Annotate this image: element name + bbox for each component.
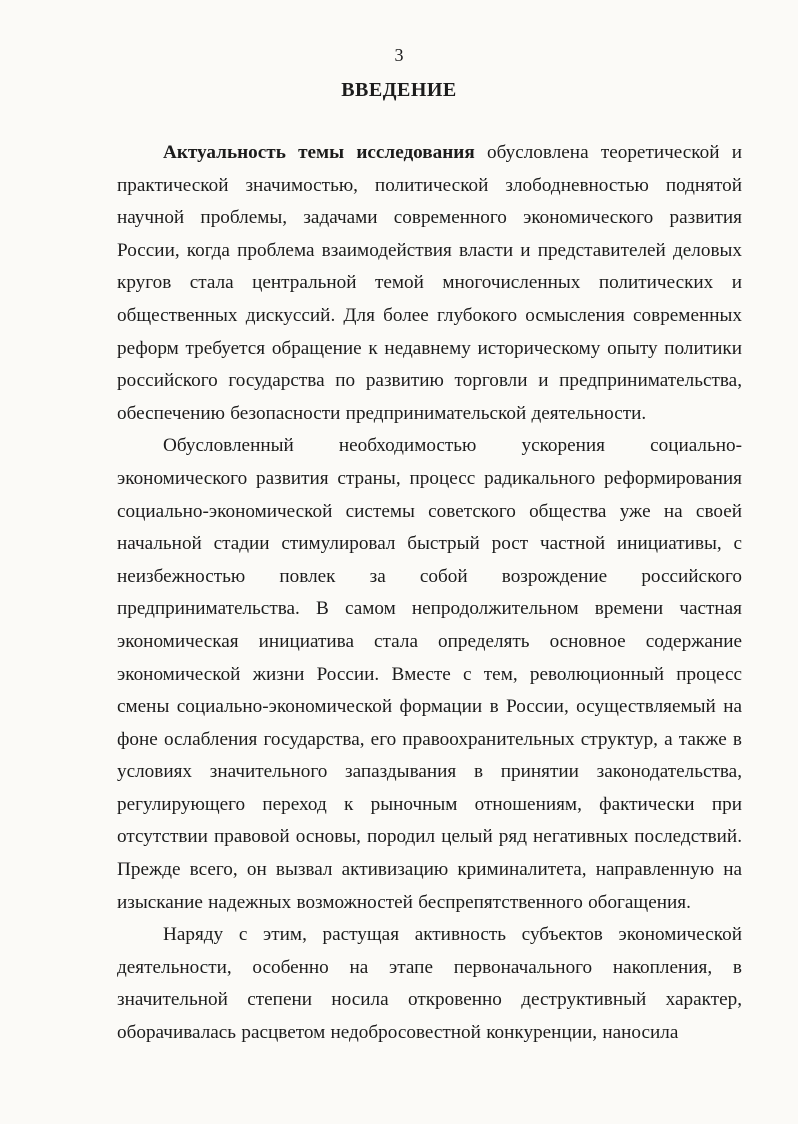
paragraph-reform: Обусловленный необходимостью ускорения социально-экономического развития страны, процесс радикального реформирования социально-экономической системы советского общества уже на своей начальной стадии стимулировал быстрый рост частной инициативы, с неизбежностью повлек за собой возрождение российского предпринимательства. В самом непродолжительном времени частная экономическая инициатива стала определять основное содержание экономической жизни России. Вместе с тем, революционный процесс смены социально-экономической формации в России, осуществляемый на фоне ослабления государства, его правоохранительных структур, а также в условиях значительного запаздывания в принятии законодательства, регулирующего переход к рыночным отношениям, фактически при отсутствии правовой основы, породил целый ряд негативных последствий. Прежде всего, он вызвал активизацию криминалитета, направленную на изыскание надежных возможностей беспрепятственного обогащения. [117, 435, 742, 913]
paragraph-relevance [117, 137, 742, 430]
page-title: ВВЕДЕНИЕ [341, 79, 457, 101]
paragraph-text: обусловлена теоретической и практической значимостью, политической злободневностью поднятой научной проблемы, задачами современного экономического развития России, когда проблема взаимодействия власти и представителей деловых кругов стала центральной темой многочисленных политических и общественных дискуссий. Для более глубокого осмысления современных реформ требуется обращение к недавнему историческому опыту политики российского государства по развитию торговли и предпринимательства, обеспечению безопасности предпринимательской деятельности. [117, 142, 742, 424]
page-number: 3 [394, 45, 404, 65]
body-text [117, 137, 742, 1050]
paragraph-lead-bold: Актуальность темы исследования [163, 142, 475, 163]
paragraph-activity: Наряду с этим, растущая активность субъектов экономической деятельности, особенно на этапе первоначального накопления, в значительной степени носила откровенно деструктивный характер, оборачивалась расцветом недобросовестной конкуренции, наносила [117, 924, 742, 1044]
